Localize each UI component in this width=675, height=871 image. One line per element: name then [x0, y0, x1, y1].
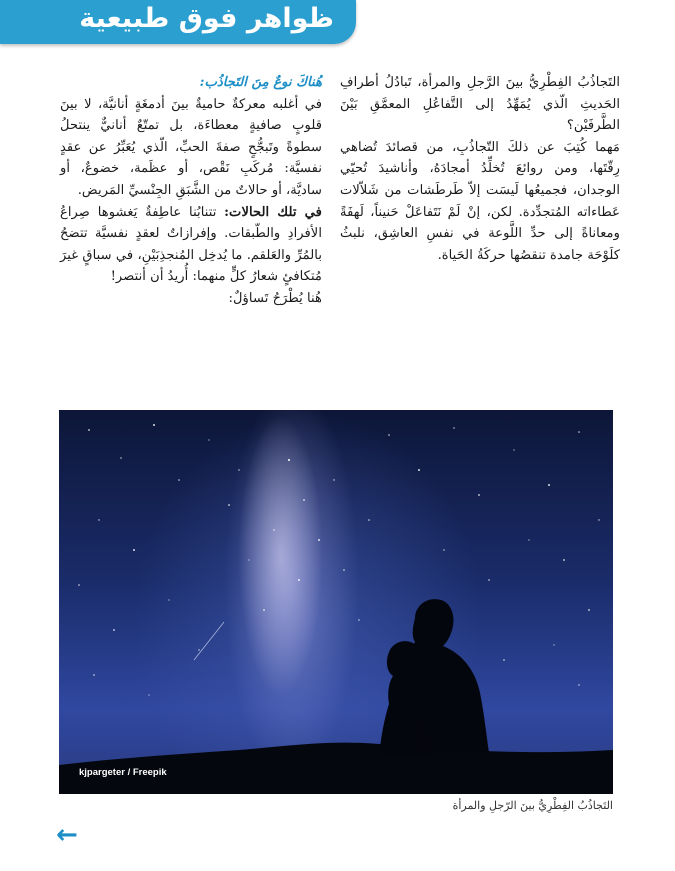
couple-night-sky-photo — [59, 410, 613, 794]
chapter-title-tab — [0, 0, 356, 44]
photo-caption: التَجاذُبُ الفِطْرِيُّ بينَ الرّجلِ والمرأة — [452, 799, 613, 812]
photo-credit: kjpargeter / Freepik — [79, 767, 167, 778]
stars — [78, 424, 600, 696]
shooting-star — [194, 622, 224, 660]
paragraph-question: هُنا يُطْرَحُ تَساؤلٌ: — [228, 290, 322, 306]
cases-text: تتنابُنا عاطِفةٌ يَغشوها صِراعُ الأفرادِ والطّبقات. وإفرازاتٌ لعقدٍ نفسيَّة تتضحُ بالمُرِّ والعَلقم. ما يُدخِل المُنجذِبَيْنِ، في سباقٍ غيرَ مُتكافئٍ شعارُ كلٍّ منهما: أُريدُ أن أنتصر! — [60, 204, 322, 285]
paragraph-cases — [60, 202, 322, 288]
back-arrow-icon[interactable]: ← — [56, 820, 78, 850]
left-text-column — [60, 72, 322, 310]
paragraph-competition: في أغلبه معركةٌ حاميةٌ بينَ أدمغَةٍ أنانيَّة، لا بينَ قلوبٍ صافيةٍ معطاءَة، بل تمتّعٌ أنانيٌّ ينتحلُ سطوةً وتَبجُّحٍ صفةَ الحبِّ، الّذي يُعَبِّرُ عن عقدٍ نفسيَّة: مُركَبِ نَقْص، أو عظَمة، خضوعٌ، أو ساديَّة، أو حالاتٌ من الشَّبَقِ الجِنْسيِّ المَريض. — [60, 96, 322, 198]
cases-subheading: في تلك الحالات: — [224, 204, 322, 220]
paragraph-body: مَهما كُتِبَ عن ذلكَ التّجاذُبِ، من قصائدَ تُضاهي رِقّتَها، ومن روائعَ تُخلِّدُ أمجادَهُ، وأناشيدَ تُحيّي الوجدان، فجميعُها لَيسَت إلاّ طَرطَشات من شَلاّلات عَطاءاته المُتجدِّدة. لكن، إنْ لَمْ نَتَفاعَلْ حَنيناً، لَهفَةً ومعاناةً إلى حدِّ اللَّوعة في نفسِ العاشِق، نلبثُ كلَوْحَة جامدة تنقصُها حركَةُ الحَياة. — [340, 139, 620, 263]
right-text-column — [340, 72, 620, 266]
night-sky-illustration — [59, 410, 613, 794]
section-heading: هُناكَ نوعٌ مِنَ التَجاذُب: — [199, 75, 322, 90]
paragraph-intro: التَجاذُبُ الفِطْرِيُّ بينَ الرَّجلِ والمرأة، تَبادُلُ أطرافِ الحَديثِ الّذي يُمَهِّدُ إلى التَّفاعُلِ المعمَّقِ بَيْنَ الطَّرفَيْن؟ — [340, 75, 620, 134]
chapter-title: ظواهر فوق طبيعية — [79, 3, 334, 34]
